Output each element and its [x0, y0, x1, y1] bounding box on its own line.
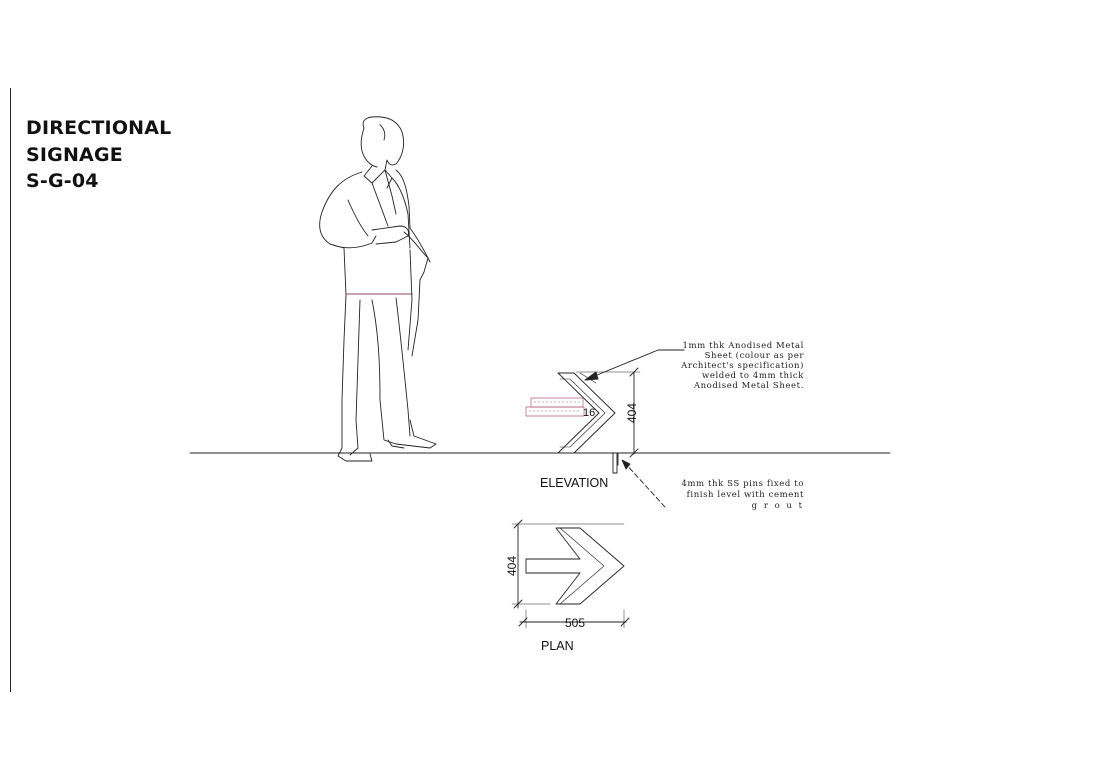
ss-pins: [613, 453, 618, 473]
top-note-line-2: Sheet (colour as per: [704, 351, 804, 361]
title-line-1: DIRECTIONAL: [26, 117, 172, 139]
bottom-note-line-3: g r o u t: [751, 501, 804, 511]
top-note-line-4: welded to 4mm thick: [701, 371, 804, 381]
elevation-height-value: 404: [625, 402, 639, 424]
top-note-leader: [585, 350, 684, 380]
bottom-note-line-2: finish level with cement: [686, 490, 804, 500]
human-figure: [320, 117, 436, 461]
bottom-note-leader: [622, 460, 665, 507]
elevation-label: ELEVATION: [540, 476, 609, 490]
plan-depth-value: 404: [505, 555, 519, 577]
plan-depth-dimension: [512, 520, 624, 608]
top-note-line-5: Anodised Metal Sheet.: [693, 381, 804, 391]
title-line-3: S-G-04: [26, 170, 99, 192]
level-tag: [526, 398, 584, 416]
plan-width-value: 505: [564, 616, 586, 630]
top-note-text: [680, 341, 804, 391]
title-line-2: SIGNAGE: [26, 143, 123, 166]
top-note-line-1: 1mm thk Anodised Metal: [682, 341, 804, 351]
bottom-note-text: [681, 479, 804, 511]
plan-label: PLAN: [541, 639, 574, 653]
top-note-line-3: Architect's specification): [681, 361, 804, 371]
level-tag-value: 16: [583, 407, 596, 419]
bottom-note-line-1: 4mm thk SS pins fixed to: [681, 479, 804, 489]
plan-chevron: [526, 528, 624, 604]
